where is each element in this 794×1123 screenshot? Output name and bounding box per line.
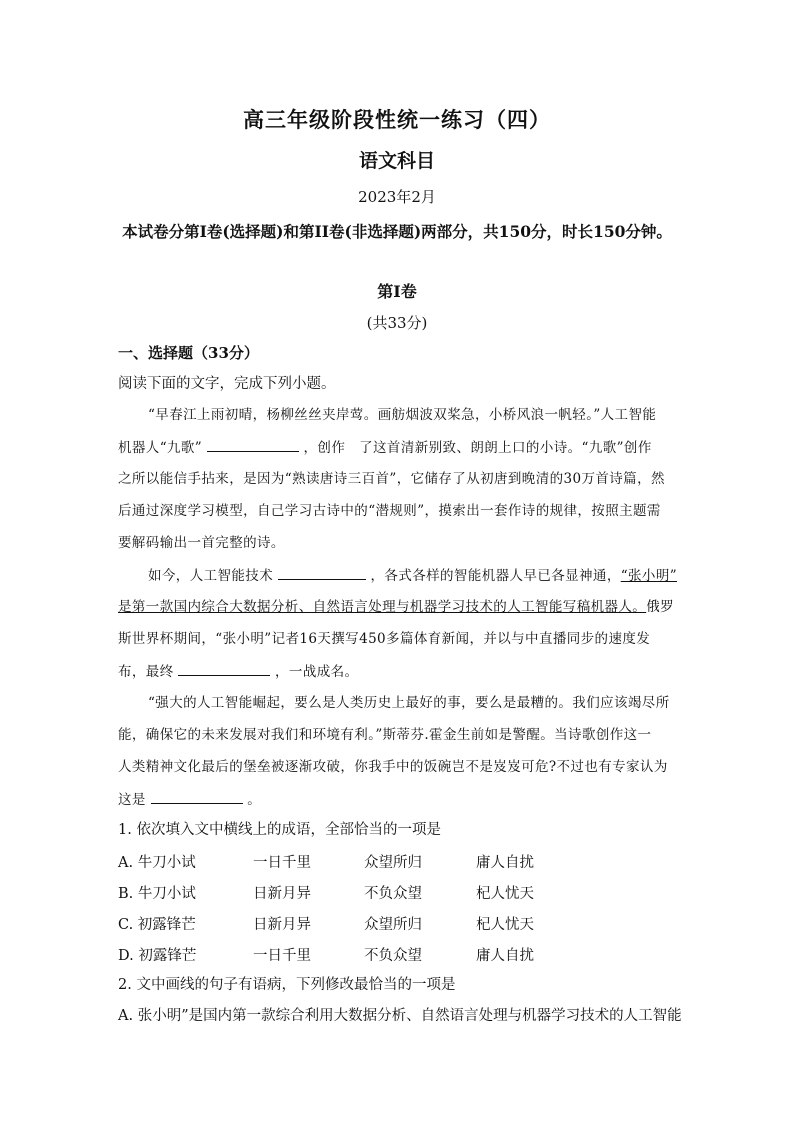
option-label: A. 牛刀小试 [118, 855, 196, 871]
question-1-stem: 1. 依次填入文中横线上的成语，全部恰当的一项是 [118, 822, 441, 838]
passage-p3-line3: 人类精神文化最后的堡垒被逐渐攻破，你我手中的饭碗岂不是岌岌可危?不过也有专家认为 [118, 759, 668, 775]
passage-p2-line2 [118, 597, 674, 617]
option-label: C. 初露锋芒 [118, 917, 196, 933]
passage-p1-line5: 要解码输出一首完整的诗。 [118, 535, 285, 551]
option-label: D. 初露锋芒 [118, 948, 197, 964]
option-label: B. 牛刀小试 [118, 886, 196, 902]
passage-text: 。 [247, 792, 262, 808]
volume-title: 第I卷 [377, 282, 417, 301]
passage-p3-line4 [118, 789, 261, 810]
option-word: 不负众望 [364, 886, 422, 902]
option-word: 一日千里 [253, 855, 311, 871]
passage-p1-line1: “早春江上雨初晴，杨柳丝丝夹岸莺。画舫烟波双桨急，小桥风浪一帆轻。”人工智能 [148, 407, 657, 423]
fill-blank-1 [207, 437, 299, 452]
passage-p2-line4 [118, 661, 358, 682]
passage-p2-line1 [148, 565, 677, 586]
option-word: 日新月异 [253, 886, 311, 902]
fill-blank-4 [151, 789, 243, 804]
passage-text: 俄罗 [646, 599, 675, 615]
option-word: 众望所归 [364, 917, 422, 933]
passage-p2-line3: 斯世界杯期间，“张小明”记者16天撰写450多篇体育新闻，并以与中直播同步的速度发 [118, 631, 651, 647]
fill-blank-3 [178, 661, 270, 676]
option-word: 日新月异 [253, 917, 311, 933]
passage-p1-line3: 之所以能信手拈来，是因为“熟读唐诗三百首”，它储存了从初唐到晚清的30万首诗篇，然 [118, 471, 665, 487]
passage-text: 如今，人工智能技术 [148, 568, 274, 584]
section-heading: 一、选择题（33分） [118, 344, 259, 362]
question-2-option-a[interactable]: A. 张小明”是国内第一款综合利用大数据分析、自然语言处理与机器学习技术的人工智能 [118, 1008, 682, 1024]
option-word: 一日千里 [253, 948, 311, 964]
option-word: 杞人忧天 [476, 917, 534, 933]
volume-points: (共33分) [366, 314, 428, 332]
passage-text: 机器人“九歌” [118, 440, 203, 456]
passage-p1-line2 [118, 437, 652, 458]
underlined-sentence: “张小明” [620, 568, 678, 584]
passage-text: ，创作 了这首清新别致、朗朗上口的小诗。“九歌”创作 [303, 440, 652, 456]
passage-text: 这是 [118, 792, 146, 808]
passage-p1-line4: 后通过深度学习模型，自己学习古诗中的“潜规则”，摸索出一套作诗的规律，按照主题需 [118, 503, 661, 519]
option-word: 庸人自扰 [476, 948, 534, 964]
exam-date: 2023年2月 [358, 188, 436, 206]
section-intro: 阅读下面的文字，完成下列小题。 [118, 376, 336, 392]
option-word: 众望所归 [364, 855, 422, 871]
exam-instructions: 本试卷分第I卷(选择题)和第II卷(非选择题)两部分，共150分，时长150分钟。 [122, 222, 672, 241]
underlined-sentence: 是第一款国内综合大数据分析、自然语言处理与机器学习技术的人工智能写稿机器人。 [118, 599, 647, 615]
passage-p3-line2: 能，确保它的未来发展对我们和环境有利。”斯蒂芬.霍金生前如是警醒。当诗歌创作这一 [118, 727, 652, 743]
passage-text: ，一战成名。 [275, 664, 359, 680]
exam-title: 高三年级阶段性统一练习（四） [243, 107, 551, 132]
question-2-stem: 2. 文中画线的句子有语病，下列修改最恰当的一项是 [118, 977, 456, 993]
option-word: 杞人忧天 [476, 886, 534, 902]
fill-blank-2 [278, 565, 366, 580]
passage-text: ，各式各样的智能机器人早已各显神通， [370, 568, 621, 584]
option-word: 不负众望 [364, 948, 422, 964]
passage-text: 布，最终 [118, 664, 174, 680]
subject-title: 语文科目 [358, 150, 435, 172]
option-word: 庸人自扰 [476, 855, 534, 871]
passage-p3-line1: “强大的人工智能崛起，要么是人类历史上最好的事，要么是最糟的。我们应该竭尽所 [148, 695, 670, 711]
